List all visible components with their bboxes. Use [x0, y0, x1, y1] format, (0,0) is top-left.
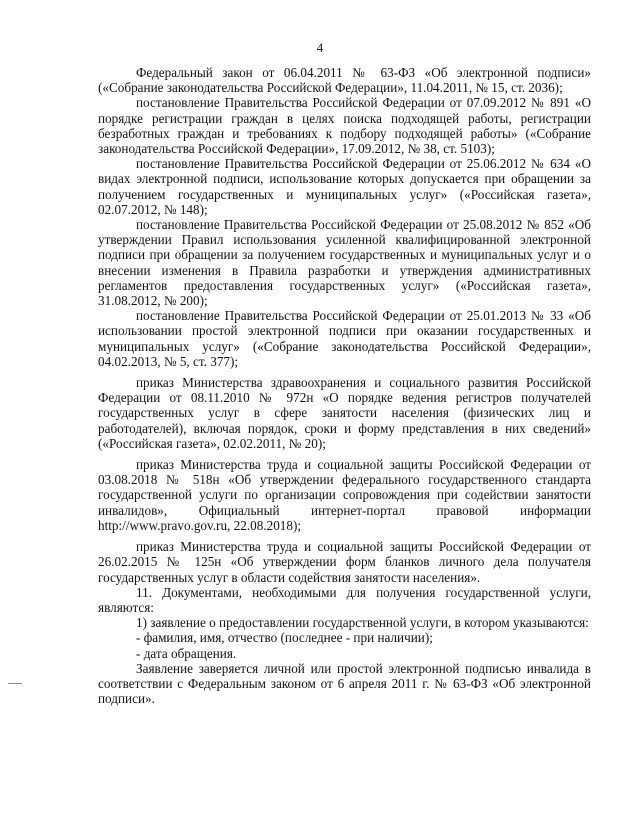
- list-item-full-name: - фамилия, имя, отчество (последнее - при наличии);: [136, 630, 433, 646]
- paragraph-item-11: 11. Документами, необходимыми для получения государственной услуги, являются:: [98, 584, 591, 615]
- paragraph-resolution-891: постановление Правительства Российской Федерации от 07.09.2012 № 891 «О порядке регистрации граждан в целях поиска подходящей работы, регистрации безработных граждан и требованиях к подбору подходящей работы» («Собрание законодательства Российской Федерации», 17.09.2012, № 38, ст. 5103);: [98, 95, 591, 157]
- paragraph-resolution-634: постановление Правительства Российской Федерации от 25.06.2012 № 634 «О видах электронной подписи, использование которых допускается при обращении за получением государственных и муниципальных услуг» («Российская газета», 02.07.2012, № 148);: [98, 156, 591, 217]
- paragraph-resolution-852: постановление Правительства Российской Федерации от 25.08.2012 № 852 «Об утверждении Правил использования усиленной квалифицированной электронной подписи при обращении за получением государственных и муниципальных услуг и о внесении изменения в Правила разработки и утверждения административных регламентов предоставления государственных услуг» («Российская газета», 31.08.2012, № 200);: [98, 217, 591, 309]
- document-body: [98, 65, 591, 706]
- paragraph-federal-law-63fz: Федеральный закон от 06.04.2011 № 63-ФЗ «Об электронной подписи» («Собрание законодательства Российской Федерации», 11.04.2011, № 15, ст. 2036);: [98, 65, 591, 96]
- paragraph-item-11-1: 1) заявление о предоставлении государственной услуги, в котором указываются:: [136, 615, 589, 631]
- paragraph-order-518n: приказ Министерства труда и социальной защиты Российской Федерации от 03.08.2018 № 518н «Об утверждении федерального государственного стандарта государственной услуги по организации сопровождения при содействии занятости инвалидов», Официальный интернет-портал правовой информации http://www.pravo.gov.ru, 22.08.2018);: [98, 457, 591, 533]
- paragraph-order-125n: приказ Министерства труда и социальной защиты Российской Федерации от 26.02.2015 № 125н «Об утверждении форм бланков личного дела получателя государственных услуг в области содействия занятости населения».: [98, 539, 591, 585]
- paragraph-order-972n: приказ Министерства здравоохранения и социального развития Российской Федерации от 08.11.2010 № 972н «О порядке ведения регистров получателей государственных услуг в сфере занятости населения (физических лиц и работодателей), включая порядок, сроки и форму представления в них сведений» («Российская газета», 02.02.2011, № 20);: [98, 375, 591, 451]
- page-number: 4: [316, 40, 324, 55]
- paragraph-resolution-33: постановление Правительства Российской Федерации от 25.01.2013 № 33 «Об использовании простой электронной подписи при оказании государственных и муниципальных услуг» («Собрание законодательства Российской Федерации», 04.02.2013, № 5, ст. 377);: [98, 308, 591, 369]
- list-item-date: - дата обращения.: [136, 645, 237, 661]
- margin-mark: [8, 683, 22, 684]
- paragraph-signature-note: Заявление заверяется личной или простой электронной подписью инвалида в соответствии с Федеральным законом от 6 апреля 2011 г. № 63-ФЗ «Об электронной подписи».: [98, 660, 591, 707]
